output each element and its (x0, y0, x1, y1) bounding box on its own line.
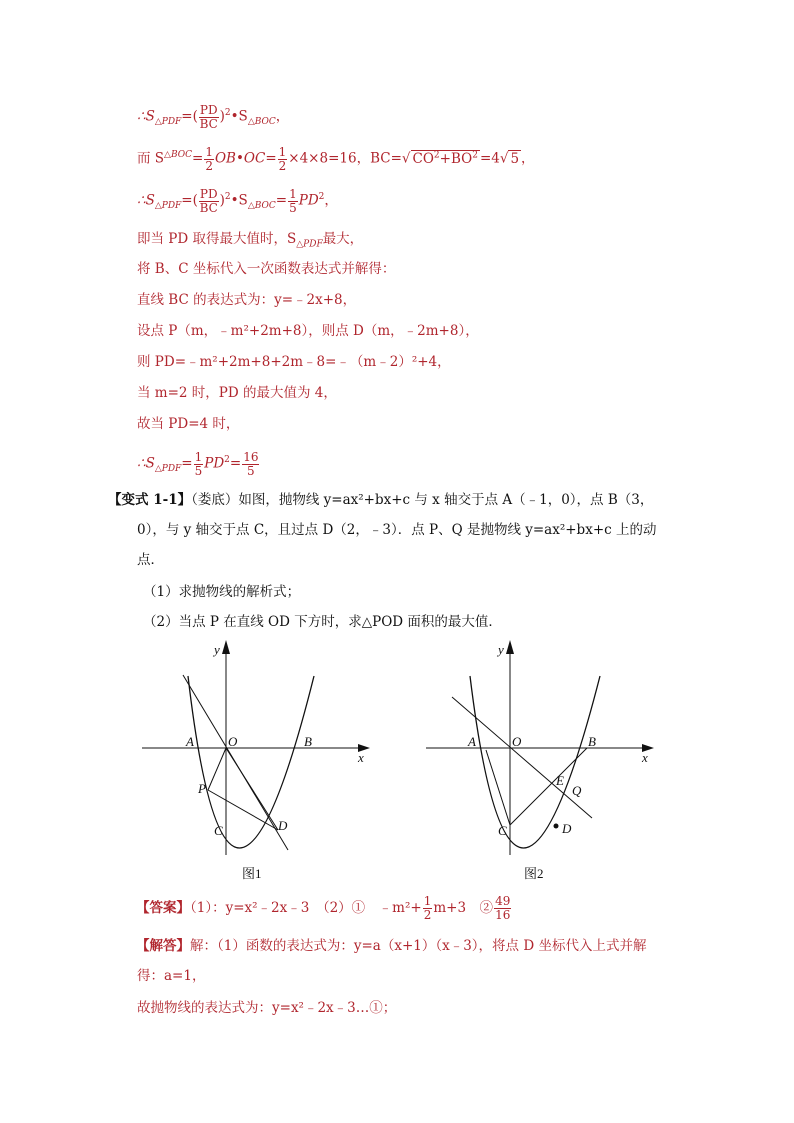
sol-line-1: $\therefore S_{\triangle PDF}=$( $\frac{PD}{BC}$ )$^2•S_{\triangle BOC}$， (137, 102, 290, 131)
label-c: C (214, 823, 223, 838)
sol-line-4: 即当 PD 取得最大值时，$S_{\triangle PDF}$最大， (137, 231, 364, 250)
label-y: y (498, 642, 504, 657)
label-x: x (358, 750, 364, 765)
sol-line-3: $\therefore S_{\triangle PDF}=$( $\frac{PD}{BC}$ )$^2•S_{\triangle BOC}=$ $\frac{1}{5}$ $PD^2$， (137, 186, 338, 215)
label-y: y (214, 642, 220, 657)
explanation-line-2: 得：a=1， (137, 968, 206, 984)
sol-line-2: 而 $S^{\triangle BOC}=$ $\frac{1}{2}$ OB•OC= $\frac{1}{2}$ ×4×8=16，BC=√ $CO^2+BO^2 =4√$ 5 ， (137, 144, 535, 173)
figure-2 (422, 640, 654, 885)
problem-line-1: 【变式 1-1】（娄底）如图，抛物线 y=ax²+bx+c 与 x 轴交于点 A（﹣1，0），点 B（3， (108, 492, 654, 508)
problem-question-1: （1）求抛物线的解析式； (143, 584, 301, 600)
label-c: C (498, 823, 507, 838)
figure-1 (138, 640, 370, 885)
sol-line-10: 故当 PD=4 时， (137, 416, 240, 432)
label-e: E (556, 773, 564, 788)
line-od (226, 748, 278, 830)
answer-line: 【答案】（1）：y=x²﹣2x﹣3 （2）① ﹣m²+ $\frac{1}{2}$ m+3 ② $\frac{49}{16}$ (136, 894, 511, 922)
explanation-line-1: 【解答】解：（1）函数的表达式为：y=a（x+1）（x﹣3），将点 D 坐标代入上式并解 (136, 938, 647, 954)
label-b: B (304, 734, 312, 749)
parabola (188, 676, 314, 848)
sol-line-6: 直线 BC 的表达式为：y=﹣2x+8， (137, 292, 357, 308)
explanation-line-3: 故抛物线的表达式为：y=x²﹣2x﹣3…①； (137, 1000, 397, 1016)
label-o: O (512, 734, 522, 749)
sol-line-8: 则 PD=﹣m²+2m+8+2m﹣8=﹣（m﹣2）²+4， (137, 354, 451, 370)
sol-line-9: 当 m=2 时，PD 的最大值为 4， (137, 385, 337, 401)
label-d: D (562, 821, 572, 836)
sol-line-11: $\therefore S_{\triangle PDF}=$ $\frac{1}{5}$ $PD^2=$ $\frac{16}{5}$ (137, 449, 259, 478)
label-a: A (186, 734, 194, 749)
label-p: P (198, 781, 206, 796)
point-d-dot (554, 824, 559, 829)
label-b: B (588, 734, 596, 749)
y-arrow (222, 640, 230, 654)
problem-question-2: （2）当点 P 在直线 OD 下方时，求△POD 面积的最大值． (143, 614, 502, 630)
figure-2-caption: 图2 (524, 866, 544, 881)
label-q: Q (572, 783, 582, 798)
line-p-o (208, 748, 226, 790)
label-o: O (228, 734, 238, 749)
y-arrow (506, 640, 514, 654)
label-x: x (642, 750, 648, 765)
problem-line-3: 点． (137, 552, 164, 568)
sol-line-7: 设点 P（m，﹣m²+2m+8），则点 D（m，﹣2m+8）， (137, 323, 479, 339)
figure-1-caption: 图1 (242, 866, 262, 881)
label-a: A (468, 734, 476, 749)
line-through-c (452, 697, 592, 818)
sol-line-5: 将 B、C 坐标代入一次函数表达式并解得： (137, 261, 396, 277)
label-d: D (278, 818, 288, 833)
problem-line-2: 0），与 y 轴交于点 C，且过点 D（2，﹣3）．点 P、Q 是抛物线 y=ax²+bx+c 上的动 (137, 522, 657, 538)
